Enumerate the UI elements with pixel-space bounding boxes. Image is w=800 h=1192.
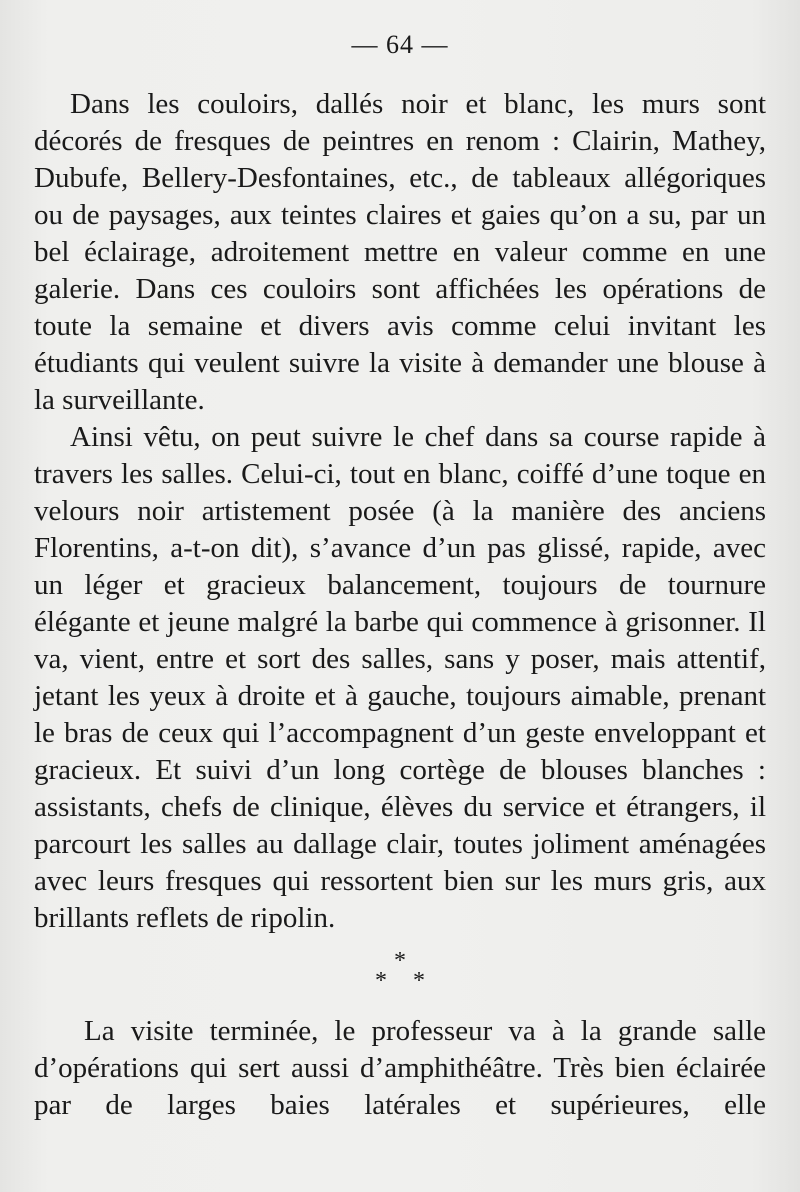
- asterism-separator: [34, 941, 766, 1005]
- paragraph-couloirs: Dans les couloirs, dallés noir et blanc, les murs sont décorés de fresques de peintres en renom : Clairin, Mathey, Dubufe, Bellery-Desfontaines, etc., de tableaux allégoriques ou de paysages, aux teintes claires et gaies qu’on a su, par un bel éclairage, adroitement mettre en valeur comme en une galerie. Dans ces couloirs sont affichées les opérations de toute la semaine et divers avis comme celui invitant les étudiants qui veulent suivre la visite à demander une blouse à la surveillante.: [34, 88, 766, 416]
- asterism-bottom: * *: [375, 968, 435, 994]
- asterism-top: *: [394, 948, 406, 974]
- page-number: — 64 —: [351, 30, 449, 59]
- paragraph-visite-chef: Ainsi vêtu, on peut suivre le chef dans sa course rapide à travers les salles. Celui-ci, tout en blanc, coiffé d’une toque en velours noir artistement posée (à la manière des anciens Florentins, a-t-on dit), s’avance d’un pas glissé, rapide, avec un léger et gracieux balancement, toujours de tournure élégante et jeune malgré la barbe qui commence à grisonner. Il va, vient, entre et sort des salles, sans y poser, mais attentif, jetant les yeux à droite et à gauche, toujours aimable, prenant le bras de ceux qui l’accompagnent d’un geste enveloppant et gracieux. Et suivi d’un long cortège de blouses blanches : assistants, chefs de clinique, élèves du service et étrangers, il parcourt les salles au dallage clair, toutes joliment aménagées avec leurs fresques qui ressortent bien sur les murs gris, aux brillants reflets de ripolin.: [34, 421, 766, 934]
- paragraph-salle-operations: La visite terminée, le professeur va à la grande salle d’opérations qui sert aussi d’amphithéâtre. Très bien éclairée par de larges baies latérales et supérieures, elle: [34, 1015, 766, 1121]
- body-text: [34, 86, 766, 1124]
